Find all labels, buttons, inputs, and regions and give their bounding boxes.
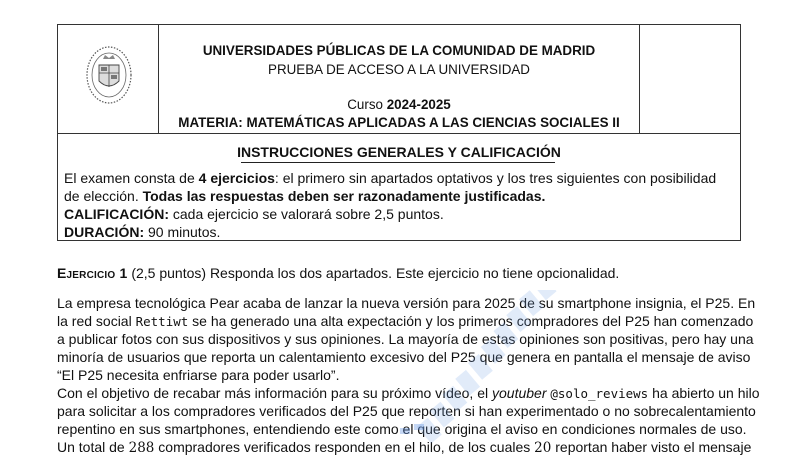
duration-line: DURACIÓN: 90 minutos. [64, 224, 221, 240]
social-network-name: Rettiwt [135, 314, 189, 329]
grading-line: CALIFICACIÓN: cada ejercicio se valorará sobre 2,5 puntos. [64, 206, 444, 222]
instructions-box [57, 133, 741, 241]
exam-name: PRUEBA DE ACCESO A LA UNIVERSIDAD [268, 62, 530, 77]
course-year: 2024-2025 [386, 97, 451, 112]
paragraph-line: Un total de 288 compradores verificados responden en el hilo, de los cuales 20 reportan haber visto el mensaje [57, 439, 752, 456]
header-box [57, 24, 741, 134]
user-handle: @solo_reviews [550, 386, 649, 401]
paragraph-line: la red social Rettiwt se ha generado una alta expectación y los primeros compradores del P25 han comenzado [57, 313, 754, 329]
course-line [158, 97, 640, 112]
instructions-line-2: de elección. Todas las respuestas deben ser razonadamente justificadas. [64, 188, 546, 204]
paragraph-line: “El P25 necesita enfriarse para poder usarlo”. [57, 367, 340, 383]
logo-cell [58, 25, 159, 133]
paragraph-line: Con el objetivo de recabar más información para su próximo vídeo, el youtuber @solo_reviews ha abierto un hilo [57, 385, 760, 401]
paragraph-line: repentino en sus smartphones, entendiendo este como el que origina el aviso en condiciones normales de uso. [57, 421, 747, 437]
university-seal-icon [85, 45, 133, 105]
paragraph-line: minoría de usuarios que reporta un calentamiento excesivo del P25 que genera en pantalla el mensaje de aviso [57, 349, 751, 365]
exercise-heading [57, 265, 619, 281]
instructions-title-underline [241, 162, 555, 163]
instructions-title: INSTRUCCIONES GENERALES Y CALIFICACIÓN [237, 144, 561, 160]
paragraph-line: a publicar fotos con sus dispositivos y sus opiniones. La mayoría de estas opiniones son positivas, pero hay una [57, 331, 754, 347]
exercise-label: Ejercicio 1 [57, 265, 128, 281]
paragraph-line: La empresa tecnológica Pear acaba de lanzar la nueva versión para 2025 de su smartphone insignia, el P25. En [57, 295, 756, 311]
header-right-cell [639, 25, 740, 133]
instructions-line-1: El examen consta de 4 ejercicios: el primero sin apartados optativos y los tres siguientes con posibilidad [64, 170, 717, 186]
exercise-instructions: (2,5 puntos) Responda los dos apartados. Este ejercicio no tiene opcionalidad. [127, 265, 620, 281]
paragraph-line: para solicitar a los compradores verificados del P25 que reporten si han experimentado o no sobrecalentamiento [57, 403, 756, 419]
subject-title: MATERIA: MATEMÁTICAS APLICADAS A LAS CIENCIAS SOCIALES II [178, 115, 620, 130]
institution-title: UNIVERSIDADES PÚBLICAS DE LA COMUNIDAD DE MADRID [202, 43, 596, 58]
course-label: Curso [347, 97, 387, 112]
